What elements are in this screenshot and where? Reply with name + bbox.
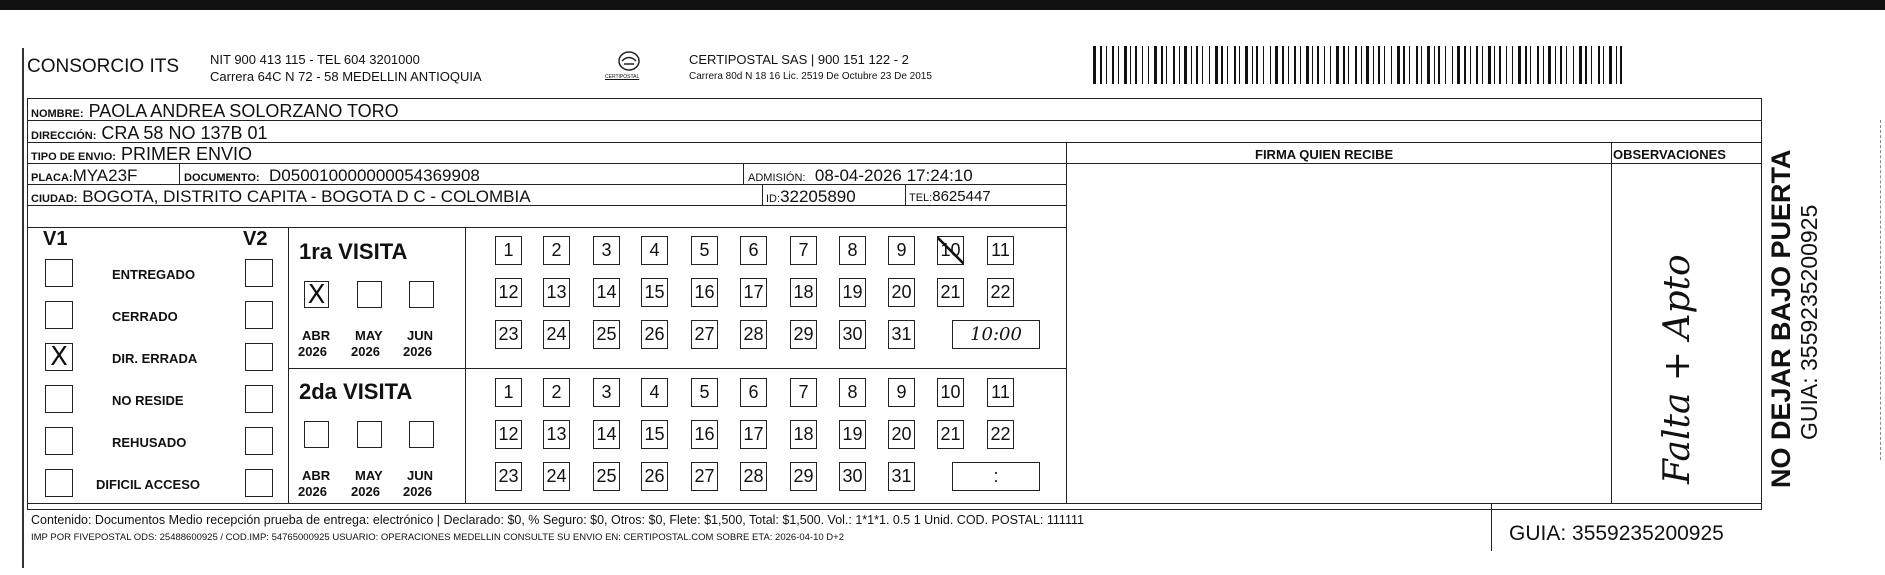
- second-visit-day[interactable]: 22: [987, 420, 1014, 449]
- check-mark-icon: X: [307, 279, 326, 310]
- second-visit-day[interactable]: 1: [495, 378, 522, 407]
- second-visit-day[interactable]: 18: [790, 420, 817, 449]
- second-visit-day[interactable]: 9: [888, 378, 915, 407]
- admision-value: 08-04-2026 17:24:10: [814, 166, 973, 185]
- first-visit-day[interactable]: 4: [641, 236, 668, 265]
- v2-checkbox[interactable]: [245, 469, 273, 497]
- first-visit-day[interactable]: 8: [839, 236, 866, 265]
- tel-value: 8625447: [932, 188, 991, 205]
- second-visit-day[interactable]: 8: [839, 378, 866, 407]
- first-visit-day[interactable]: 19: [839, 278, 866, 307]
- second-visit-title: 2da VISITA: [299, 379, 413, 404]
- logo-caption: CERTIPOSTAL: [605, 74, 640, 80]
- second-visit-day[interactable]: 6: [740, 378, 767, 407]
- year-label: 2026: [403, 484, 432, 499]
- first-visit-day[interactable]: 21: [937, 278, 964, 307]
- perforation-line: [1880, 120, 1881, 460]
- tipo-value: PRIMER ENVIO: [120, 144, 253, 164]
- v1-checkbox[interactable]: [45, 385, 73, 413]
- second-visit-day[interactable]: 28: [740, 462, 767, 491]
- first-visit-day[interactable]: 2: [543, 236, 570, 265]
- placa-label: PLACA:: [31, 172, 73, 184]
- v2-checkbox[interactable]: [245, 301, 273, 329]
- status-label: DIR. ERRADA: [112, 351, 198, 366]
- certipostal-line-1: CERTIPOSTAL SAS | 900 151 122 - 2: [689, 52, 909, 67]
- v2-checkbox[interactable]: [245, 259, 273, 287]
- no-dejar-text: NO DEJAR BAJO PUERTA: [1766, 149, 1796, 488]
- second-visit-day[interactable]: 26: [641, 462, 668, 491]
- documento-value: D050010000000054369908: [269, 166, 480, 185]
- second-visit-day[interactable]: 16: [691, 420, 718, 449]
- second-visit-day[interactable]: 3: [593, 378, 620, 407]
- left-border: [22, 48, 24, 568]
- company-address: Carrera 64C N 72 - 58 MEDELLIN ANTIOQUIA: [210, 69, 482, 84]
- first-visit-day[interactable]: 5: [691, 236, 718, 265]
- second-visit-day[interactable]: 13: [543, 420, 570, 449]
- nit-line: NIT 900 413 115 - TEL 604 3201000: [210, 52, 420, 67]
- nombre-value: PAOLA ANDREA SOLORZANO TORO: [88, 101, 399, 121]
- first-visit-month-checkbox[interactable]: [304, 281, 329, 308]
- second-visit-day[interactable]: 7: [790, 378, 817, 407]
- second-visit-day[interactable]: 19: [839, 420, 866, 449]
- direccion-label: DIRECCIÓN:: [31, 130, 97, 142]
- second-visit-day[interactable]: 24: [543, 462, 570, 491]
- tel-label: TEL:: [909, 192, 933, 204]
- v1-checkbox[interactable]: [45, 259, 73, 287]
- status-label: ENTREGADO: [112, 267, 196, 282]
- month-label: MAY: [355, 328, 383, 343]
- first-visit-day[interactable]: 1: [495, 236, 522, 265]
- ciudad-label: CIUDAD:: [31, 193, 78, 205]
- placa-value: MYA23F: [72, 166, 138, 185]
- year-label: 2026: [298, 344, 327, 359]
- first-visit-day[interactable]: 20: [888, 278, 915, 307]
- first-visit-day[interactable]: 13: [543, 278, 570, 307]
- first-visit-day[interactable]: 18: [790, 278, 817, 307]
- v2-checkbox[interactable]: [245, 427, 273, 455]
- v1-checkbox[interactable]: [45, 343, 73, 371]
- first-visit-title: 1ra VISITA: [299, 239, 408, 264]
- first-visit-day[interactable]: 28: [740, 320, 767, 349]
- second-visit-day[interactable]: 21: [937, 420, 964, 449]
- first-visit-day[interactable]: 22: [987, 278, 1014, 307]
- second-visit-month-checkbox[interactable]: [409, 421, 434, 448]
- firma-header: FIRMA QUIEN RECIBE: [1255, 147, 1394, 162]
- second-visit-day[interactable]: 5: [691, 378, 718, 407]
- company-name: CONSORCIO ITS: [27, 56, 180, 77]
- status-label: CERRADO: [112, 309, 178, 324]
- first-visit-day[interactable]: 30: [839, 320, 866, 349]
- second-visit-day[interactable]: 14: [593, 420, 620, 449]
- year-label: 2026: [351, 484, 380, 499]
- month-label: ABR: [302, 328, 331, 343]
- status-label: DIFICIL ACCESO: [96, 477, 201, 492]
- second-visit-time[interactable]: :: [952, 462, 1040, 491]
- first-visit-day[interactable]: 15: [641, 278, 668, 307]
- status-label: REHUSADO: [112, 435, 187, 450]
- first-visit-day[interactable]: 17: [740, 278, 767, 307]
- year-label: 2026: [298, 484, 327, 499]
- first-visit-day[interactable]: 6: [740, 236, 767, 265]
- v1-checkbox[interactable]: [45, 301, 73, 329]
- first-visit-day[interactable]: 14: [593, 278, 620, 307]
- admision-label: ADMISIÓN:: [748, 172, 806, 184]
- first-visit-day[interactable]: 3: [593, 236, 620, 265]
- observaciones-header: OBSERVACIONES: [1613, 147, 1726, 162]
- first-visit-day[interactable]: 24: [543, 320, 570, 349]
- handwritten-observation: Falta + Apto: [1657, 254, 1698, 484]
- second-visit-day[interactable]: 11: [987, 378, 1014, 407]
- certipostal-logo-icon: [617, 50, 641, 72]
- first-visit-day[interactable]: 7: [790, 236, 817, 265]
- first-visit-day[interactable]: 9: [888, 236, 915, 265]
- second-visit-day[interactable]: 4: [641, 378, 668, 407]
- year-label: 2026: [351, 344, 380, 359]
- id-label: ID:: [766, 193, 781, 205]
- v1-checkbox[interactable]: [45, 469, 73, 497]
- first-visit-day[interactable]: 26: [641, 320, 668, 349]
- second-visit-month-checkbox[interactable]: [357, 421, 382, 448]
- first-visit-day[interactable]: 10: [937, 236, 964, 265]
- v1-checkbox[interactable]: [45, 427, 73, 455]
- v1-label: V1: [43, 228, 68, 250]
- second-visit-day[interactable]: 12: [495, 420, 522, 449]
- first-visit-month-checkbox[interactable]: [409, 281, 434, 308]
- check-mark-icon: X: [50, 342, 68, 372]
- month-label: JUN: [407, 328, 434, 343]
- side-guia: GUIA: 3559235200925: [1796, 204, 1822, 440]
- first-visit-day[interactable]: 23: [495, 320, 522, 349]
- second-visit-day[interactable]: 20: [888, 420, 915, 449]
- month-label: ABR: [302, 468, 331, 483]
- first-visit-month-checkbox[interactable]: [357, 281, 382, 308]
- top-border: [0, 0, 1885, 10]
- first-visit-day[interactable]: 29: [790, 320, 817, 349]
- second-visit-day[interactable]: 2: [543, 378, 570, 407]
- v2-checkbox[interactable]: [245, 343, 273, 371]
- second-visit-day[interactable]: 15: [641, 420, 668, 449]
- second-visit-day[interactable]: 25: [593, 462, 620, 491]
- second-visit-day[interactable]: 17: [740, 420, 767, 449]
- imp-line: IMP POR FIVEPOSTAL ODS: 25488600925 / COD.IMP: 54765000925 USUARIO: OPERACIONES MEDELLIN CONSULTE SU ENVIO EN: CERTIPOSTAL.COM SOBRE ETA: 2026-04-10 D+2: [31, 532, 844, 543]
- status-label: NO RESIDE: [112, 393, 184, 408]
- contenido-line: Contenido: Documentos Medio recepción prueba de entrega: electrónico | Declarado: $0, % Seguro: $0, Otros: $0, Flete: $1,500, Total: $1,500. Vol.: 1*1*1. 0.5 1 Unid. COD. POSTAL: 111111: [31, 513, 1084, 527]
- guia-footer: GUIA: 3559235200925: [1509, 522, 1724, 545]
- first-visit-day[interactable]: 11: [987, 236, 1014, 265]
- month-label: MAY: [355, 468, 383, 483]
- v2-label: V2: [243, 228, 268, 250]
- first-visit-day[interactable]: 27: [691, 320, 718, 349]
- ciudad-value: BOGOTA, DISTRITO CAPITA - BOGOTA D C - COLOMBIA: [82, 187, 531, 206]
- direccion-value: CRA 58 NO 137B 01: [101, 123, 268, 143]
- second-visit-day[interactable]: 27: [691, 462, 718, 491]
- first-visit-day[interactable]: 12: [495, 278, 522, 307]
- month-label: JUN: [407, 468, 434, 483]
- tipo-label: TIPO DE ENVIO:: [31, 151, 116, 163]
- second-visit-day[interactable]: 30: [839, 462, 866, 491]
- certipostal-line-2: Carrera 80d N 18 16 Lic. 2519 De Octubre 23 De 2015: [689, 71, 932, 82]
- first-visit-day[interactable]: 31: [888, 320, 915, 349]
- nombre-label: NOMBRE:: [31, 108, 84, 120]
- v2-checkbox[interactable]: [245, 385, 273, 413]
- barcode: [1093, 46, 1628, 86]
- first-visit-day[interactable]: 25: [593, 320, 620, 349]
- documento-label: DOCUMENTO:: [184, 172, 260, 184]
- second-visit-day[interactable]: 31: [888, 462, 915, 491]
- second-visit-month-checkbox[interactable]: [304, 421, 329, 448]
- first-visit-time[interactable]: 10:00: [952, 320, 1040, 349]
- id-value: 32205890: [780, 187, 856, 206]
- first-visit-day[interactable]: 16: [691, 278, 718, 307]
- second-visit-day[interactable]: 10: [937, 378, 964, 407]
- second-visit-day[interactable]: 29: [790, 462, 817, 491]
- second-visit-day[interactable]: 23: [495, 462, 522, 491]
- year-label: 2026: [403, 344, 432, 359]
